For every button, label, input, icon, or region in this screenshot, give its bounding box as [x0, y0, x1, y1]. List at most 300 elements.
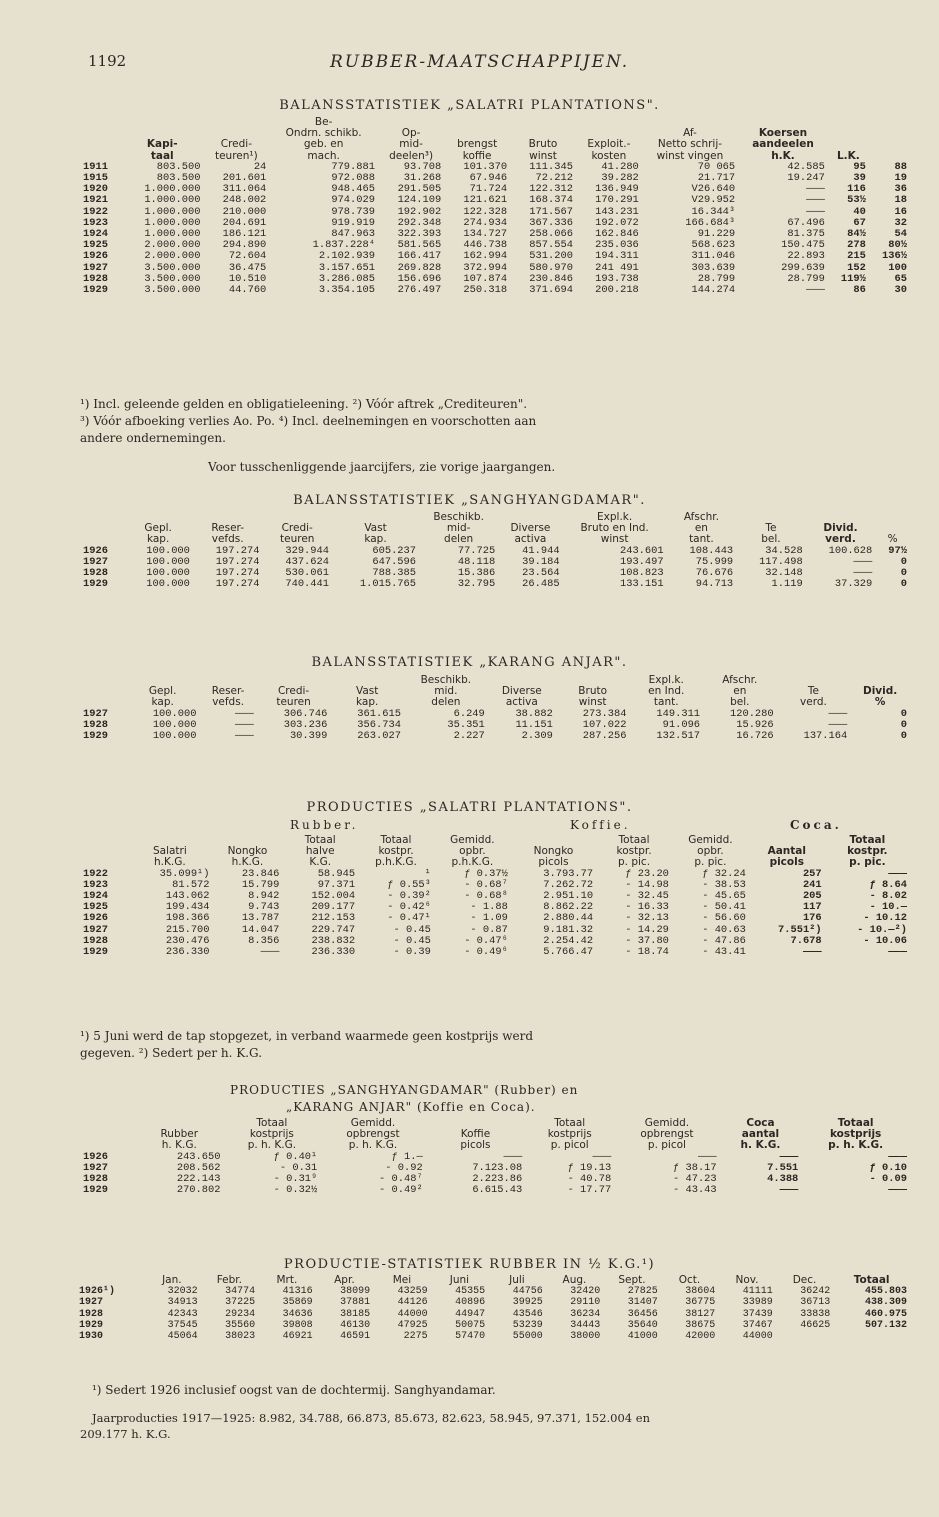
running-title: RUBBER-MAATSCHAPPIJEN.: [330, 52, 630, 72]
table-cell: 166.684³: [685, 216, 736, 229]
table-cell: 37.329: [834, 578, 873, 591]
table-cell: 3.286.085: [318, 272, 375, 285]
column-header: delen: [431, 696, 461, 709]
column-header: vefds.: [211, 533, 244, 546]
row-year: 1928: [83, 1173, 108, 1186]
salatri-balance-table: [80, 117, 910, 296]
table-cell: 15.799: [241, 878, 280, 891]
column-header: Aantal: [767, 845, 806, 858]
row-year: 1922: [83, 867, 108, 880]
table-cell: 38185: [340, 1308, 371, 1320]
table-cell: 32: [894, 216, 907, 229]
table-cell: 75.999: [695, 555, 734, 568]
row-year: 1923: [83, 216, 108, 229]
table-cell: - 18.74: [625, 946, 669, 959]
table-cell: 241 491: [595, 261, 639, 274]
table-cell: ———: [853, 567, 873, 580]
table-cell: 531.200: [529, 250, 573, 263]
row-year: 1928: [83, 272, 108, 285]
column-header: picols: [769, 856, 804, 869]
header-row: [80, 1140, 910, 1151]
table-cell: 35.099¹): [159, 867, 210, 880]
column-header: picols: [460, 1139, 491, 1152]
table-cell: 166.417: [397, 250, 442, 263]
prod-sangh-title-1: PRODUCTIES „SANGHYANGDAMAR" (Rubber) en: [230, 1083, 579, 1097]
table-cell: 34636: [282, 1308, 313, 1320]
header-row: [76, 1275, 910, 1286]
table-cell: 149.311: [656, 707, 701, 720]
table-cell: 788.385: [372, 567, 417, 580]
row-year: 1911: [83, 160, 108, 173]
column-header: [828, 139, 869, 150]
column-header: Bruto: [578, 685, 608, 698]
header-row: [80, 1118, 910, 1129]
table-cell: - 14.98: [625, 878, 669, 891]
table-cell: 117: [802, 901, 822, 914]
table-cell: - 0.47⁶: [464, 934, 508, 947]
table-cell: ƒ 1.—: [391, 1150, 423, 1163]
column-header: Vast: [355, 685, 379, 698]
table-cell: 1.000.000: [144, 228, 201, 241]
table-cell: 38604: [685, 1286, 716, 1298]
column-header: Rubber: [160, 1128, 199, 1141]
row-year: 1930: [79, 1331, 104, 1343]
table-cell: 7.123.08: [472, 1161, 523, 1174]
column-header: Gemidd.: [688, 834, 733, 846]
table-cell: 14.047: [241, 923, 280, 936]
table-cell: - 14.29: [625, 923, 669, 936]
column-header: Koffie: [460, 1128, 491, 1141]
table-cell: 446.738: [463, 239, 508, 252]
column-header: Totaal: [304, 834, 336, 846]
table-cell: ———: [806, 205, 825, 218]
table-cell: 21.717: [697, 172, 736, 185]
table-cell: 26.485: [522, 578, 560, 591]
table-cell: 2.227: [453, 730, 485, 743]
table-cell: 0: [900, 555, 907, 568]
column-header: Beschikb.: [420, 674, 472, 686]
table-cell: 311.064: [222, 183, 267, 196]
table-row: [76, 1331, 910, 1342]
table-cell: 35.351: [447, 718, 485, 731]
table-cell: 2.223.86: [472, 1173, 523, 1186]
table-cell: 41316: [282, 1286, 313, 1298]
table-cell: - 10.12: [863, 912, 907, 925]
table-cell: 35869: [282, 1297, 313, 1309]
column-header: h. K.G.: [740, 1139, 781, 1152]
table-row: [80, 720, 910, 731]
row-year: 1928: [83, 934, 108, 947]
column-header: [828, 128, 869, 139]
table-cell: 857.554: [529, 239, 573, 252]
table-cell: 44126: [397, 1297, 428, 1309]
table-cell: 568.623: [691, 239, 736, 252]
table-cell: 605.237: [372, 544, 417, 557]
column-header: Totaal: [618, 834, 650, 846]
column-header: Gepl.: [144, 522, 172, 535]
table-cell: 974.029: [331, 194, 375, 207]
column-header: p. picol: [647, 1139, 686, 1152]
column-header: en: [694, 522, 708, 535]
column-header: Totaal: [849, 834, 886, 846]
column-header: [510, 117, 576, 128]
column-header: [80, 675, 126, 686]
table-cell: ———: [806, 284, 825, 297]
table-cell: 1.000.000: [144, 194, 201, 207]
table-row: [80, 285, 910, 296]
table-cell: V26.640: [691, 183, 736, 196]
table-cell: 0: [900, 707, 907, 720]
column-header: Exploit.-: [587, 138, 631, 151]
table-cell: 3.793.77: [543, 867, 594, 880]
table-cell: 198.366: [165, 912, 210, 925]
column-header: kap.: [146, 533, 170, 546]
column-header: kosten: [591, 149, 627, 162]
table-cell: 24: [253, 160, 267, 173]
table-cell: 7.551²): [778, 923, 822, 936]
table-cell: 43259: [397, 1286, 428, 1298]
table-cell: 44.760: [228, 284, 267, 297]
column-header: p. h. K.G.: [247, 1139, 297, 1152]
column-header: verd.: [825, 533, 856, 546]
table-cell: 53½: [847, 194, 866, 207]
table-cell: 258.066: [529, 228, 573, 241]
header-row: [80, 857, 910, 868]
table-cell: 34913: [167, 1297, 198, 1309]
table-cell: 287.256: [582, 730, 627, 743]
table-cell: 35560: [225, 1319, 256, 1331]
table-cell: - 0.31⁹: [273, 1173, 318, 1186]
row-year: 1924: [83, 890, 108, 903]
row-year: 1929: [83, 730, 108, 743]
table-cell: - 0.42⁶: [387, 901, 431, 914]
table-cell: 122.312: [529, 183, 573, 196]
table-cell: 274.934: [463, 216, 508, 229]
row-year: 1923: [83, 878, 108, 891]
table-cell: 57470: [455, 1331, 486, 1343]
table-cell: 39808: [282, 1319, 313, 1331]
table-cell: 0: [900, 578, 907, 591]
table-cell: 38023: [225, 1331, 256, 1343]
column-header: winst: [578, 696, 607, 709]
column-header: verd.: [800, 696, 827, 709]
table-cell: - 50.41: [702, 901, 746, 914]
column-header: teuren: [276, 696, 311, 709]
table-cell: 31407: [627, 1297, 658, 1309]
column-header: Gemidd.: [450, 834, 495, 846]
row-year: 1926: [83, 1150, 108, 1163]
table-cell: 100.000: [146, 578, 190, 591]
row-year: 1927: [79, 1297, 104, 1309]
table-cell: - 0.49²: [379, 1184, 423, 1197]
column-header: Totaal: [256, 1117, 288, 1129]
column-header: bel.: [761, 533, 781, 546]
prod-stat-note-1: ¹) Sedert 1926 inclusief oogst van de dochtermij. Sanghyandamar.: [92, 1383, 496, 1397]
table-cell: - 10.—: [869, 901, 907, 914]
table-cell: 8.942: [248, 890, 280, 903]
table-cell: 67.496: [787, 216, 825, 229]
table-cell: 361.615: [357, 707, 401, 720]
table-cell: 311.046: [691, 250, 736, 263]
column-header: h.K.G.: [231, 856, 264, 869]
table-cell: 22.893: [787, 250, 825, 263]
table-cell: 91.096: [662, 718, 701, 731]
table-cell: 70 065: [697, 160, 736, 173]
sangh-balance-table: [80, 512, 910, 590]
column-header: Beschikb.: [433, 511, 484, 523]
column-header: [80, 857, 127, 868]
table-cell: 371.694: [529, 284, 573, 297]
table-cell: 803.500: [156, 160, 201, 173]
table-cell: 18: [894, 194, 907, 207]
table-cell: 100.000: [152, 718, 197, 731]
table-cell: 107.022: [582, 718, 627, 731]
table-cell: 2.880.44: [543, 912, 594, 925]
table-cell: 37225: [225, 1297, 256, 1309]
column-header: [80, 1118, 135, 1129]
prod-group-coca: Coca.: [790, 818, 842, 832]
table-cell: 212.153: [311, 912, 356, 925]
column-header: [80, 686, 126, 697]
row-year: 1924: [83, 228, 108, 241]
table-cell: 19: [894, 172, 907, 185]
table-cell: ƒ 0.10: [869, 1161, 907, 1174]
column-header: Gemidd.: [644, 1117, 690, 1129]
table-cell: 455.803: [864, 1286, 907, 1298]
row-year: 1915: [83, 172, 108, 185]
table-cell: 919.919: [331, 216, 375, 229]
table-cell: 30: [894, 284, 907, 297]
column-header: opbr.: [459, 845, 486, 858]
table-cell: 107.874: [463, 272, 508, 285]
table-cell: 39: [853, 172, 866, 185]
table-cell: 32032: [167, 1286, 198, 1298]
column-header: [80, 139, 121, 150]
table-cell: 72.212: [535, 172, 573, 185]
table-cell: 4.388: [767, 1173, 799, 1186]
table-cell: 3.354.105: [318, 284, 375, 297]
table-cell: - 0.31: [279, 1161, 318, 1174]
table-cell: 2.000.000: [144, 239, 201, 252]
table-cell: 108.823: [619, 567, 664, 580]
table-cell: 197.274: [215, 578, 260, 591]
column-header: [80, 117, 121, 128]
column-header: Koersen: [758, 127, 808, 140]
table-cell: 37881: [340, 1297, 371, 1309]
table-cell: 171.567: [529, 205, 573, 218]
table-cell: 46625: [800, 1319, 831, 1331]
prod-stat-note-3: 209.177 h. K.G.: [80, 1427, 171, 1441]
table-cell: 210.000: [222, 205, 267, 218]
column-header: Ondrn. schikb.: [285, 127, 362, 140]
table-cell: 278: [847, 239, 866, 252]
table-cell: 39.184: [522, 555, 560, 568]
table-cell: 97½: [888, 544, 907, 557]
table-cell: - 40.63: [702, 923, 746, 936]
table-cell: - 32.13: [625, 912, 669, 925]
table-cell: 647.596: [372, 555, 417, 568]
table-cell: 34.528: [765, 544, 803, 557]
column-header: deelen³): [389, 149, 434, 162]
table-cell: 197.274: [215, 544, 260, 557]
header-row: [80, 697, 910, 708]
table-cell: 299.639: [781, 261, 825, 274]
column-header: Op-: [401, 127, 421, 140]
table-cell: 36713: [800, 1297, 831, 1309]
column-header: [80, 128, 121, 139]
column-header: p. h. K.G.: [828, 1139, 884, 1152]
table-cell: 67: [853, 216, 866, 229]
table-cell: 37439: [742, 1308, 773, 1320]
column-header: Febr.: [216, 1274, 242, 1286]
table-cell: 230.476: [165, 934, 210, 947]
header-row: [80, 512, 910, 523]
column-header: Mei: [392, 1274, 412, 1286]
column-header: h. K.G.: [161, 1139, 197, 1152]
table-cell: 10.510: [228, 272, 267, 285]
column-header: Diverse: [510, 522, 551, 535]
table-cell: 46921: [282, 1331, 313, 1343]
table-cell: 137.164: [803, 730, 848, 743]
table-cell: 37545: [167, 1319, 198, 1331]
table-cell: 847.963: [331, 228, 375, 241]
table-cell: 329.944: [285, 544, 329, 557]
table-cell: 168.374: [529, 194, 573, 207]
table-cell: 156.696: [397, 272, 442, 285]
table-cell: ———: [853, 555, 873, 568]
table-cell: 530.061: [285, 567, 329, 580]
table-cell: 192.072: [595, 216, 639, 229]
table-cell: - 0.39: [393, 946, 431, 959]
table-cell: 3.157.651: [318, 261, 375, 274]
table-cell: 209.177: [311, 901, 356, 914]
column-header: Te: [765, 522, 777, 535]
table-cell: 372.994: [463, 261, 508, 274]
column-header: Kapi-: [146, 138, 178, 151]
column-header: mid-: [399, 138, 423, 151]
table-cell: 2.309: [521, 730, 553, 743]
table-cell: 779.881: [331, 160, 375, 173]
table-cell: 5.766.47: [543, 946, 594, 959]
table-cell: 250.318: [463, 284, 508, 297]
table-cell: 41000: [627, 1331, 658, 1343]
table-cell: 2275: [403, 1331, 428, 1343]
header-row: [80, 675, 910, 686]
prod-group-koffie: Koffie.: [570, 818, 631, 832]
header-row: [80, 523, 910, 534]
column-header: p. pic.: [618, 856, 651, 869]
column-header: geb. en: [303, 138, 344, 151]
column-header: kostprijs: [829, 1128, 882, 1141]
table-cell: - 0.92: [385, 1161, 423, 1174]
row-year: 1929: [83, 1184, 108, 1197]
column-header: brengst: [457, 138, 498, 151]
table-cell: 100.000: [146, 555, 190, 568]
table-cell: 194.311: [595, 250, 639, 263]
salatri-note-3: andere ondernemingen.: [80, 431, 226, 445]
table-cell: 16.726: [736, 730, 774, 743]
column-header: koffie: [462, 149, 492, 162]
table-cell: 108.443: [689, 544, 734, 557]
table-cell: - 10.—²): [857, 923, 907, 936]
column-header: mach.: [307, 149, 340, 162]
column-header: winst: [600, 533, 629, 546]
table-cell: - 0.68⁸: [464, 890, 508, 903]
table-cell: 162.846: [595, 228, 639, 241]
table-cell: 23.846: [241, 867, 280, 880]
table-cell: ———: [260, 946, 280, 959]
column-header: opbrengst: [640, 1128, 694, 1141]
table-cell: 273.384: [582, 707, 627, 720]
column-header: [80, 534, 123, 545]
row-year: 1929: [83, 284, 108, 297]
table-cell: 41.280: [601, 160, 639, 173]
table-cell: - 40.78: [567, 1173, 612, 1186]
table-cell: ———: [806, 194, 825, 207]
table-cell: 803.500: [156, 172, 201, 185]
table-cell: 303.236: [283, 718, 328, 731]
table-cell: 38.882: [515, 707, 553, 720]
table-cell: ———: [802, 946, 822, 959]
table-cell: 44000: [397, 1308, 428, 1320]
table-cell: 740.441: [285, 578, 329, 591]
karang-balance-title: BALANSSTATISTIEK „KARANG ANJAR".: [311, 655, 628, 670]
table-cell: 120.280: [729, 707, 774, 720]
column-header: [80, 697, 126, 708]
column-header: kostpr.: [847, 845, 888, 858]
table-cell: 97.371: [317, 878, 356, 891]
table-cell: 144.274: [691, 284, 736, 297]
table-cell: 2.254.42: [543, 934, 594, 947]
table-cell: 1.119: [771, 578, 803, 591]
table-cell: 1.000.000: [144, 205, 201, 218]
table-cell: 9.181.32: [543, 923, 594, 936]
table-cell: - 0.09: [869, 1173, 907, 1186]
table-cell: V29.952: [691, 194, 736, 207]
column-header: [80, 1129, 135, 1140]
row-year: 1926¹): [79, 1286, 116, 1298]
table-cell: 143.062: [165, 890, 210, 903]
table-cell: 53239: [512, 1319, 543, 1331]
table-cell: 45064: [167, 1331, 198, 1343]
row-year: 1920: [83, 183, 108, 196]
table-cell: 270.802: [176, 1184, 221, 1197]
table-cell: 44000: [742, 1331, 773, 1343]
table-cell: 7.262.72: [543, 878, 594, 891]
table-cell: 1.000.000: [144, 183, 201, 196]
table-cell: 3.500.000: [144, 272, 201, 285]
table-cell: 81.375: [787, 228, 825, 241]
table-cell: - 56.60: [702, 912, 746, 925]
table-cell: 199.434: [165, 901, 210, 914]
table-cell: 36456: [627, 1308, 658, 1320]
table-cell: 48.118: [457, 555, 496, 568]
table-cell: 84½: [847, 228, 866, 241]
column-header: p.h.K.G.: [375, 856, 417, 869]
table-cell: ———: [828, 707, 848, 720]
table-cell: 13.787: [241, 912, 280, 925]
table-cell: 34443: [570, 1319, 601, 1331]
table-cell: 42000: [685, 1331, 716, 1343]
column-header: Coca: [746, 1117, 775, 1129]
column-header: aantal: [741, 1128, 780, 1141]
salatri-note-1: ¹) Incl. geleende gelden en obligatieleening. ²) Vóór aftrek „Crediteuren".: [80, 397, 528, 411]
column-header: Apr.: [334, 1274, 355, 1286]
table-cell: 6.249: [453, 707, 485, 720]
table-cell: 143.231: [595, 205, 639, 218]
table-cell: - 38.53: [702, 878, 746, 891]
table-cell: ¹: [424, 867, 431, 880]
